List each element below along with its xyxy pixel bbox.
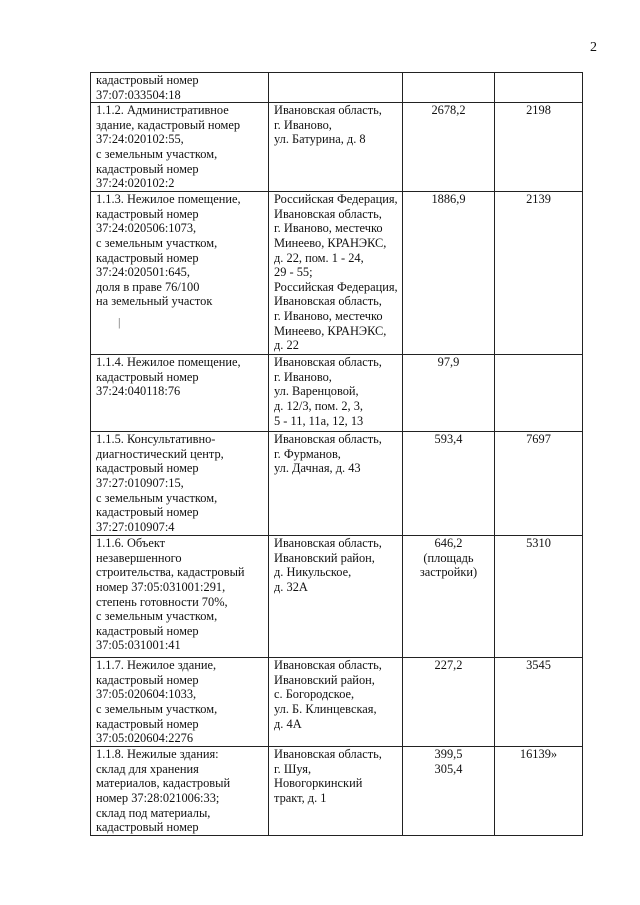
area-cell: 646,2 (площадь застройки) <box>403 536 495 658</box>
table-row <box>91 658 583 747</box>
address-cell: Ивановская область, г. Шуя, Новогоркинский тракт, д. 1 <box>269 747 403 836</box>
address-cell: Ивановская область, г. Фурманов, ул. Дачная, д. 43 <box>269 432 403 536</box>
value-cell: 3545 <box>495 658 583 747</box>
area-cell <box>403 73 495 103</box>
value-cell <box>495 355 583 432</box>
table-row <box>91 355 583 432</box>
description-cell: 1.1.7. Нежилое здание, кадастровый номер 37:05:020604:1033, с земельным участком, кадастровый номер 37:05:020604:2276 <box>91 658 269 747</box>
description-cell: 1.1.6. Объект незавершенного строительства, кадастровый номер 37:05:031001:291, степень готовности 70%, с земельным участком, кадастровый номер 37:05:031001:41 <box>91 536 269 658</box>
address-cell: Российская Федерация, Ивановская область, г. Иваново, местечко Минеево, КРАНЭКС, д. 22, пом. 1 - 24, 29 - 55; Российская Федерация, Ивановская область, г. Иваново, местечко Минеево, КРАНЭКС, д. 22 <box>269 192 403 355</box>
address-cell: Ивановская область, г. Иваново, ул. Варенцовой, д. 12/3, пом. 2, 3, 5 - 11, 11а, 12, 13 <box>269 355 403 432</box>
description-cell: 1.1.8. Нежилые здания: склад для хранения материалов, кадастровый номер 37:28:021006:33; склад под материалы, кадастровый номер <box>91 747 269 836</box>
description-cell: 1.1.4. Нежилое помещение, кадастровый номер 37:24:040118:76 <box>91 355 269 432</box>
area-cell: 2678,2 <box>403 103 495 192</box>
value-cell: 2198 <box>495 103 583 192</box>
description-cell: 1.1.2. Административное здание, кадастровый номер 37:24:020102:55, с земельным участком, кадастровый номер 37:24:020102:2 <box>91 103 269 192</box>
address-cell: Ивановская область, г. Иваново, ул. Батурина, д. 8 <box>269 103 403 192</box>
value-cell: 2139 <box>495 192 583 355</box>
table-row <box>91 192 583 355</box>
area-cell: 593,4 <box>403 432 495 536</box>
description-cell: 1.1.3. Нежилое помещение, кадастровый номер 37:24:020506:1073, с земельным участком, кадастровый номер 37:24:020501:645, доля в праве 76/100 на земельный участок <box>91 192 269 355</box>
address-cell: Ивановская область, Ивановский район, с. Богородское, ул. Б. Клинцевская, д. 4А <box>269 658 403 747</box>
page-number: 2 <box>590 40 597 55</box>
description-cell: кадастровый номер 37:07:033504:18 <box>91 73 269 103</box>
address-cell: Ивановская область, Ивановский район, д. Никульское, д. 32А <box>269 536 403 658</box>
table-row <box>91 432 583 536</box>
area-cell: 227,2 <box>403 658 495 747</box>
table-row <box>91 747 583 836</box>
value-cell: 7697 <box>495 432 583 536</box>
value-cell: 5310 <box>495 536 583 658</box>
address-cell <box>269 73 403 103</box>
description-cell: 1.1.5. Консультативно- диагностический центр, кадастровый номер 37:27:010907:15, с земельным участком, кадастровый номер 37:27:010907:4 <box>91 432 269 536</box>
property-table <box>90 72 583 836</box>
table-row <box>91 73 583 103</box>
stray-mark: | <box>118 315 121 329</box>
value-cell: 16139» <box>495 747 583 836</box>
area-cell: 97,9 <box>403 355 495 432</box>
area-cell: 1886,9 <box>403 192 495 355</box>
area-cell: 399,5 305,4 <box>403 747 495 836</box>
table-row <box>91 536 583 658</box>
value-cell <box>495 73 583 103</box>
table-row <box>91 103 583 192</box>
